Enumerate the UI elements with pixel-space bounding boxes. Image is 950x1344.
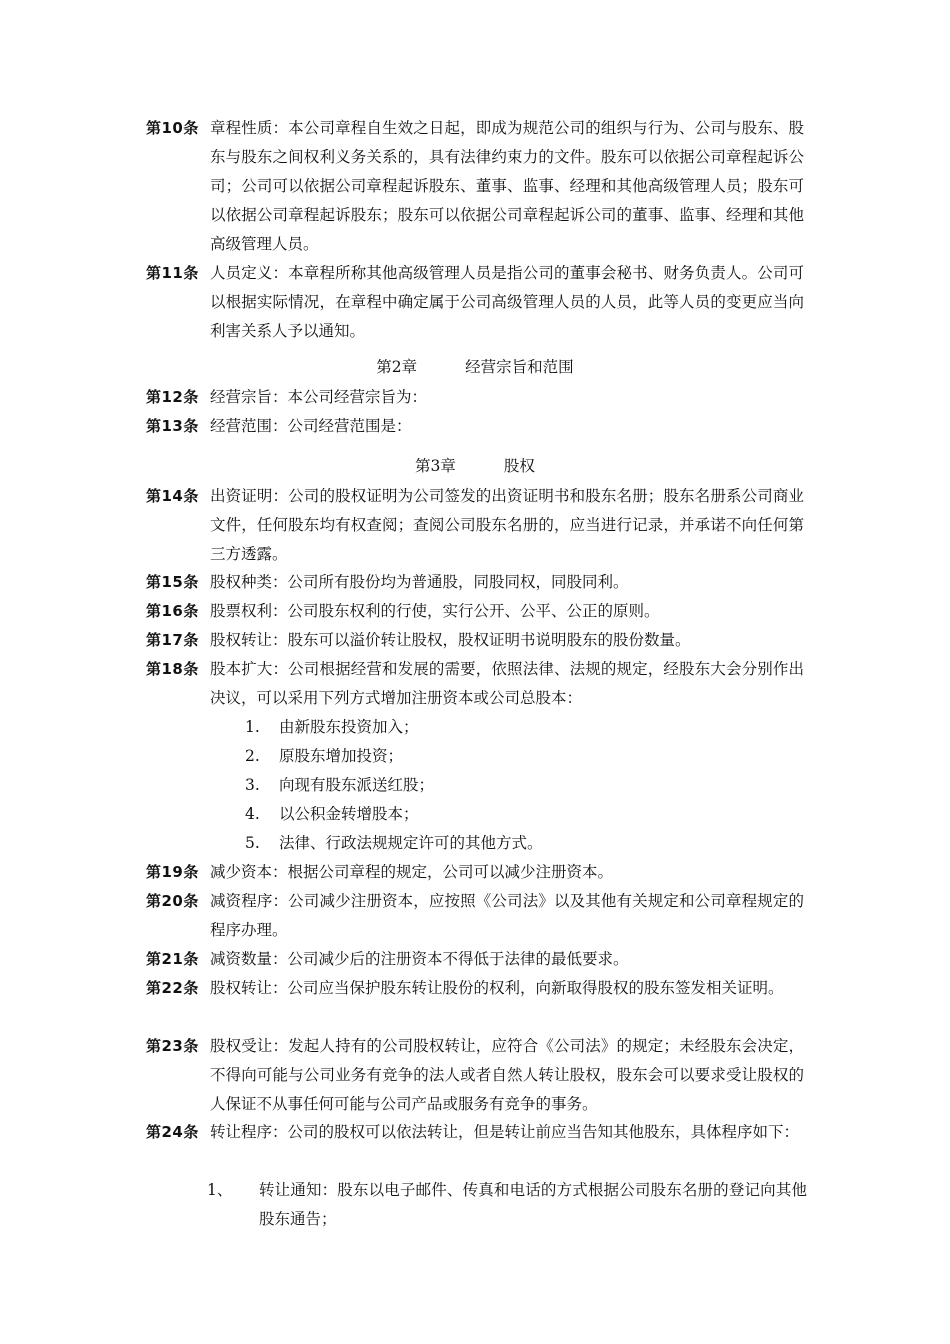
article-15: [146, 568, 806, 597]
list-number: 3.: [245, 776, 260, 794]
chapter-number: 第2章: [376, 358, 418, 376]
list-text: 向现有股东派送红股；: [279, 776, 435, 794]
list-text: 法律、行政法规规定许可的其他方式。: [279, 834, 543, 852]
article-text: 股权种类：公司所有股份均为普通股，同股同权，同股同利。: [210, 573, 629, 591]
list-number: 4.: [245, 805, 260, 823]
chapter-heading-3: [0, 452, 950, 481]
list-number: 2.: [245, 747, 260, 765]
article-13: [146, 412, 806, 441]
list-number: 1、: [207, 1181, 233, 1199]
article-number: 第23条: [146, 1037, 199, 1055]
article-number: 第12条: [146, 388, 199, 406]
article-number: 第22条: [146, 979, 199, 997]
article-number: 第24条: [146, 1123, 199, 1141]
article-text: 经营范围：公司经营范围是：: [210, 417, 412, 435]
list-item: [245, 800, 419, 829]
list-text: 转让通知：股东以电子邮件、传真和电话的方式根据公司股东名册的登记向其他股东通告；: [259, 1181, 807, 1228]
article-text: 转让程序：公司的股权可以依法转让，但是转让前应当告知其他股东，具体程序如下：: [210, 1123, 800, 1141]
article-17: [146, 626, 806, 655]
article-21: [146, 945, 806, 974]
list-item: [245, 742, 403, 771]
article-19: [146, 858, 806, 887]
list-text: 由新股东投资加入；: [279, 718, 419, 736]
article-23: [146, 1032, 806, 1119]
article-24: [146, 1118, 806, 1147]
article-10: [146, 114, 806, 259]
article-text: 股权受让：发起人持有的公司股权转让，应符合《公司法》的规定；未经股东会决定，不得向可能与公司业务有竞争的法人或者自然人转让股权，股东会可以要求受让股权的人保证不从事任何可能与公司产品或服务有竞争的事务。: [210, 1037, 804, 1113]
article-number: 第10条: [146, 119, 199, 137]
article-22: [146, 974, 806, 1003]
article-text: 章程性质：本公司章程自生效之日起，即成为规范公司的组织与行为、公司与股东、股东与股东之间权利义务关系的，具有法律约束力的文件。股东可以依据公司章程起诉公司；公司可以依据公司章程起诉股东、董事、监事、经理和其他高级管理人员；股东可以依据公司章程起诉股东；股东可以依据公司章程起诉公司的董事、监事、经理和其他高级管理人员。: [210, 119, 804, 253]
article-number: 第13条: [146, 417, 199, 435]
list-item: [207, 1176, 807, 1234]
article-18: [146, 655, 806, 713]
article-number: 第21条: [146, 950, 199, 968]
article-text: 人员定义：本章程所称其他高级管理人员是指公司的董事会秘书、财务负责人。公司可以根据实际情况，在章程中确定属于公司高级管理人员的人员，此等人员的变更应当向利害关系人予以通知。: [210, 264, 804, 340]
article-text: 经营宗旨：本公司经营宗旨为：: [210, 388, 428, 406]
list-item: [245, 713, 419, 742]
chapter-title: 经营宗旨和范围: [465, 358, 574, 376]
list-number: 1.: [245, 718, 260, 736]
article-text: 股本扩大：公司根据经营和发展的需要，依照法律、法规的规定，经股东大会分别作出决议，可以采用下列方式增加注册资本或公司总股本：: [210, 660, 804, 707]
article-number: 第16条: [146, 602, 199, 620]
article-text: 股票权利：公司股东权利的行使，实行公开、公平、公正的原则。: [210, 602, 660, 620]
article-number: 第19条: [146, 863, 199, 881]
article-20: [146, 887, 806, 945]
article-text: 股权转让：公司应当保护股东转让股份的权利，向新取得股权的股东签发相关证明。: [210, 979, 784, 997]
article-12: [146, 383, 806, 412]
list-item: [245, 771, 434, 800]
article-16: [146, 597, 806, 626]
list-text: 原股东增加投资；: [279, 747, 404, 765]
article-11: [146, 259, 806, 346]
chapter-title: 股权: [503, 457, 535, 475]
chapter-number: 第3章: [415, 457, 456, 475]
article-number: 第15条: [146, 573, 199, 591]
article-number: 第18条: [146, 660, 199, 678]
chapter-heading-2: [0, 353, 950, 382]
article-text: 减少资本：根据公司章程的规定，公司可以减少注册资本。: [210, 863, 614, 881]
article-14: [146, 482, 806, 569]
article-number: 第20条: [146, 892, 199, 910]
article-number: 第11条: [146, 264, 199, 282]
article-text: 减资数量：公司减少后的注册资本不得低于法律的最低要求。: [210, 950, 629, 968]
list-text: 以公积金转增股本；: [279, 805, 419, 823]
article-text: 减资程序：公司减少注册资本，应按照《公司法》以及其他有关规定和公司章程规定的程序办理。: [210, 892, 804, 939]
list-number: 5.: [245, 834, 260, 852]
article-text: 股权转让：股东可以溢价转让股权，股权证明书说明股东的股份数量。: [210, 631, 691, 649]
article-number: 第17条: [146, 631, 199, 649]
article-number: 第14条: [146, 487, 199, 505]
article-text: 出资证明：公司的股权证明为公司签发的出资证明书和股东名册；股东名册系公司商业文件，任何股东均有权查阅；查阅公司股东名册的，应当进行记录，并承诺不向任何第三方透露。: [210, 487, 804, 563]
list-item: [245, 829, 543, 858]
